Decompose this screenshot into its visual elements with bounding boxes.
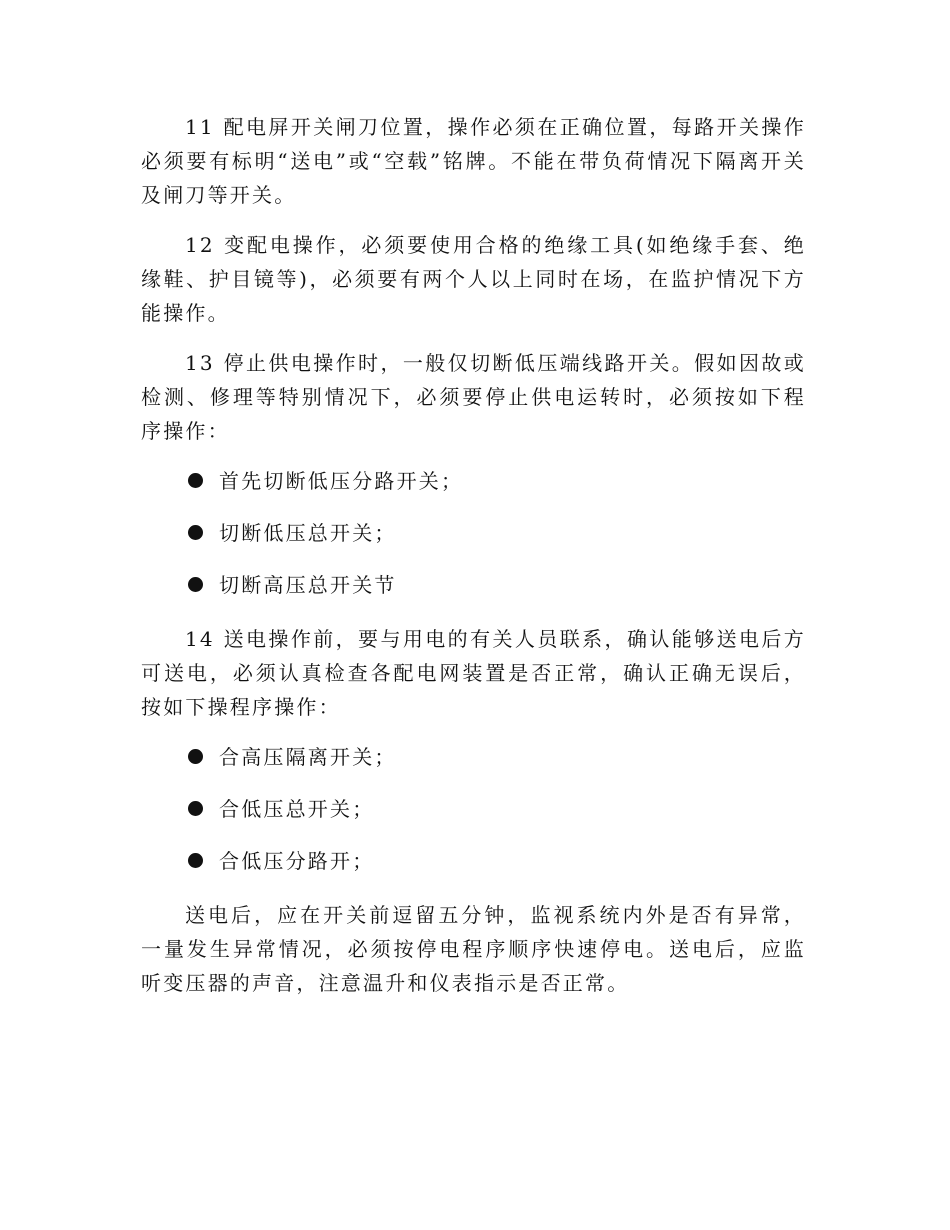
bullet-icon [188,853,203,868]
document-page [141,110,806,1016]
list-item [141,516,806,550]
list-item-text: 切断低压总开关； [219,521,397,545]
paragraph-12: 12 变配电操作，必须要使用合格的绝缘工具(如绝缘手套、绝缘鞋、护目镜等)，必须要有两个人以上同时在场，在监护情况下方能操作。 [141,233,806,325]
bullet-icon [188,801,203,816]
stop-steps-list [141,464,806,602]
list-item-text: 合高压隔离开关； [219,745,397,769]
list-item-text: 切断高压总开关节 [219,573,397,597]
paragraph-after-power-on: 送电后，应在开关前逗留五分钟，监视系统内外是否有异常，一量发生异常情况，必须按停电程序顺序快速停电。送电后，应监听变压器的声音，注意温升和仪表指示是否正常。 [141,903,806,995]
list-item [141,792,806,826]
bullet-icon [188,577,203,592]
paragraph-13: 13 停止供电操作时，一般仅切断低压端线路开关。假如因故或检测、修理等特别情况下，必须要停止供电运转时，必须按如下程序操作： [141,351,806,443]
send-steps-list [141,740,806,878]
list-item-text: 合低压总开关； [219,797,375,821]
paragraph-11: 11 配电屏开关闸刀位置，操作必须在正确位置，每路开关操作必须要有标明“送电”或“空载”铭牌。不能在带负荷情况下隔离开关及闸刀等开关。 [141,115,806,207]
bullet-icon [188,473,203,488]
list-item [141,844,806,878]
bullet-icon [188,525,203,540]
bullet-icon [188,749,203,764]
list-item [141,740,806,774]
list-item-text: 首先切断低压分路开关； [219,469,464,493]
paragraph-14: 14 送电操作前，要与用电的有关人员联系，确认能够送电后方可送电，必须认真检查各配电网装置是否正常，确认正确无误后，按如下操程序操作： [141,627,806,719]
list-item-text: 合低压分路开； [219,849,375,873]
list-item [141,568,806,602]
list-item [141,464,806,498]
